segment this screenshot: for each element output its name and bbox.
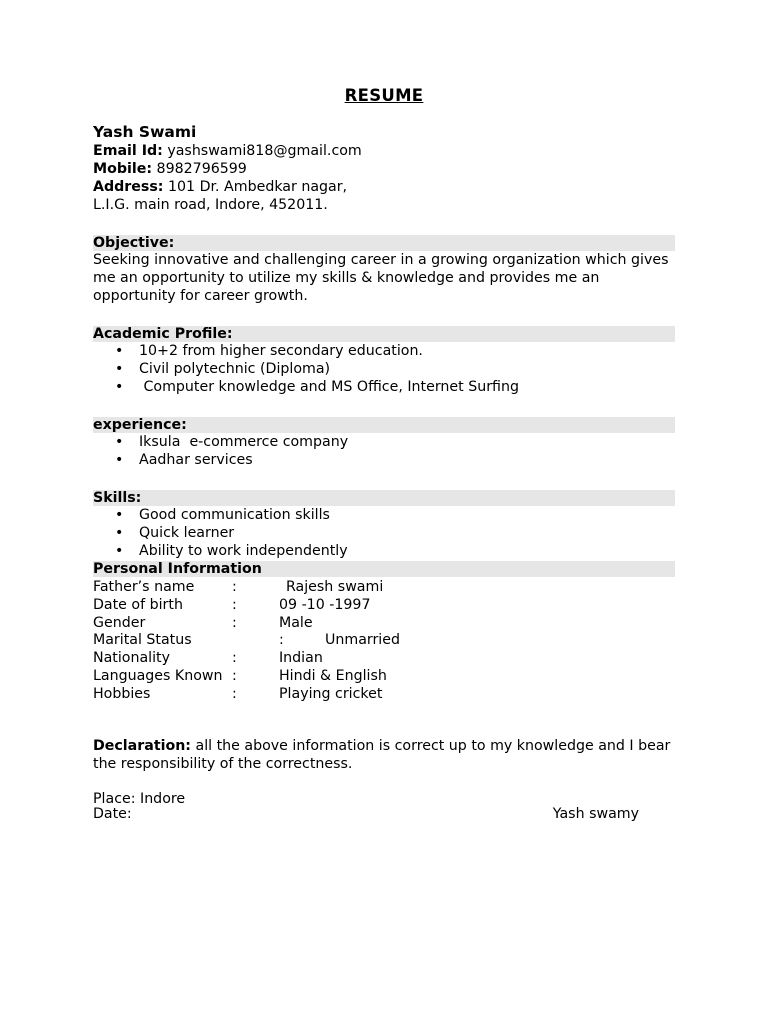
experience-list <box>93 433 348 469</box>
objective-heading: Objective: <box>93 235 675 251</box>
table-row <box>93 614 675 632</box>
row-key: Nationality <box>93 650 171 667</box>
academic-item-3: Computer knowledge and MS Office, Internet Surfing <box>139 379 519 395</box>
bullet-icon: • <box>115 343 124 359</box>
bullet-icon: • <box>115 543 124 559</box>
experience-heading: experience: <box>93 417 675 433</box>
list-item <box>93 342 519 360</box>
bullet-icon: • <box>115 507 124 523</box>
row-key: Father’s name <box>93 579 195 595</box>
experience-item-2: Aadhar services <box>139 452 253 468</box>
mobile-label: Mobile: <box>93 161 153 177</box>
row-key: Gender <box>93 614 146 631</box>
row-colon: : <box>232 685 237 702</box>
row-colon: : <box>232 614 237 631</box>
skills-list <box>93 506 348 560</box>
row-value: Indian <box>279 650 323 667</box>
list-item <box>93 542 348 560</box>
skills-heading: Skills: <box>93 490 675 506</box>
row-colon: : <box>232 667 237 684</box>
declaration-block <box>93 737 675 773</box>
table-row <box>93 631 675 649</box>
row-value: 09 -10 -1997 <box>279 596 371 613</box>
bullet-icon: • <box>115 525 124 541</box>
table-row <box>93 685 675 703</box>
personal-info-table <box>93 578 675 703</box>
row-key: Date of birth <box>93 596 183 613</box>
skills-item-1: Good communication skills <box>139 507 330 523</box>
row-value: Male <box>279 614 313 631</box>
mobile-value: 8982796599 <box>152 161 247 177</box>
email-value: yashswami818@gmail.com <box>162 143 362 159</box>
place-line: Place: Indore <box>93 791 186 807</box>
list-item <box>93 378 519 396</box>
bullet-icon: • <box>115 434 124 450</box>
academic-item-1: 10+2 from higher secondary education. <box>139 343 423 359</box>
bullet-icon: • <box>115 379 124 395</box>
declaration-text: all the above information is correct up to my knowledge and I bear the responsibility of the correctness. <box>93 738 671 772</box>
row-colon: : <box>232 596 237 613</box>
list-item <box>93 360 519 378</box>
row-key: Hobbies <box>93 685 151 702</box>
experience-item-1: Iksula e-commerce company <box>139 434 349 450</box>
list-item <box>93 433 348 451</box>
table-row <box>93 578 675 596</box>
row-value: Unmarried <box>325 632 400 649</box>
row-value: Playing cricket <box>279 685 383 702</box>
contact-block <box>93 142 362 214</box>
row-value: Rajesh swami <box>286 579 384 595</box>
declaration-label: Declaration: <box>93 738 191 754</box>
mobile-line <box>93 160 362 178</box>
address-label: Address: <box>93 179 164 195</box>
academic-item-2: Civil polytechnic (Diploma) <box>139 361 331 377</box>
candidate-name: Yash Swami <box>93 123 197 141</box>
email-label: Email Id: <box>93 143 163 159</box>
row-colon: : <box>279 632 284 649</box>
table-row <box>93 596 675 614</box>
objective-text: Seeking innovative and challenging career in a growing organization which gives me an opportunity to utilize my skills & knowledge and provides me an opportunity for career growth. <box>93 252 669 304</box>
row-colon: : <box>232 579 237 595</box>
row-value: Hindi & English <box>279 667 387 684</box>
row-key: Marital Status <box>93 632 192 649</box>
row-colon: : <box>232 650 237 667</box>
table-row <box>93 649 675 667</box>
list-item <box>93 451 348 469</box>
email-line <box>93 142 362 160</box>
signature-name: Yash swamy <box>552 806 639 822</box>
row-key: Languages Known <box>93 667 223 684</box>
address-line <box>93 178 362 196</box>
skills-item-2: Quick learner <box>139 525 235 541</box>
bullet-icon: • <box>115 452 124 468</box>
bullet-icon: • <box>115 361 124 377</box>
date-line: Date: <box>93 806 132 822</box>
personal-heading: Personal Information <box>93 561 675 577</box>
table-row <box>93 667 675 685</box>
list-item <box>93 524 348 542</box>
academic-heading: Academic Profile: <box>93 326 675 342</box>
list-item <box>93 506 348 524</box>
page-title: RESUME <box>344 86 424 105</box>
academic-list <box>93 342 519 396</box>
address-line-1: 101 Dr. Ambedkar nagar, <box>163 179 348 195</box>
skills-item-3: Ability to work independently <box>139 543 348 559</box>
address-line-2: L.I.G. main road, Indore, 452011. <box>93 197 328 213</box>
